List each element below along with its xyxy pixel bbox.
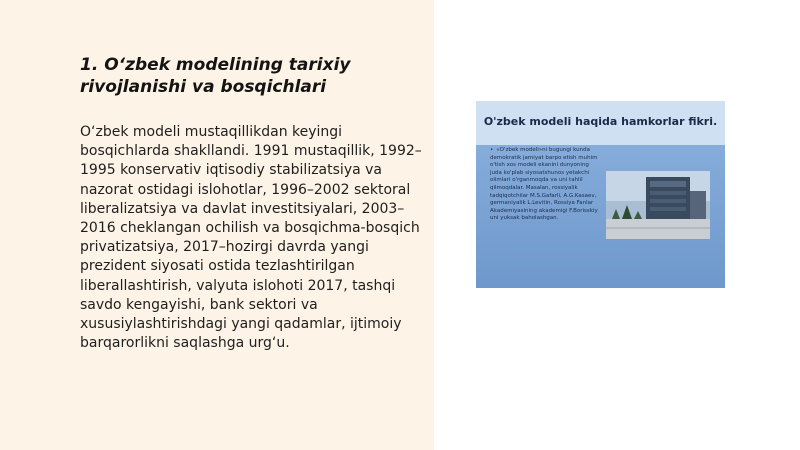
slide-title: 1. O‘zbek modelining tarixiy rivojlanishi va bosqichlari [80,55,351,97]
thumbnail-title: O'zbek modeli haqida hamkorlar fikri. [483,115,718,128]
building-photo [606,171,710,239]
thumbnail-bullet-text: «O'zbek modeli»ni bugungi kunda demokratik jamiyat barpo etish muhim o'tish xos modeli ekanini dunyoning juda ko'plab siyosatshunos yetakchi olimlari o'rganmoqda va uni tahlil qilmoqdalar. Masalan, rossiyalik tadqiqotchilar M.S.Gafarli, A.G.Kasaev, germaniyalik L.Levitin, Rossiya Fanlar Akademiyasining akademigi F.Borisskiy uni yuksak baholashgan. [490,147,598,222]
slide-body-text: O‘zbek modeli mustaqillikdan keyingi bosqichlarda shakllandi. 1991 mustaqillik, 1992–1995 konservativ iqtisodiy stabilizatsiya va nazorat ostidagi islohotlar, 1996–2002 sektoral liberalizatsiya va davlat investitsiyalari, 2003–2016 cheklangan ochilish va bosqichma-bosqich privatizatsiya, 2017–hozirgi davrda yangi prezident siyosati ostida tezlashtirilgan liberallashtirish, valyuta islohoti 2017, tashqi savdo kengayishi, bank sektori va xususiylashtirishdagi yangi qadamlar, ijtimoiy barqarorlikni saqlashga urg‘u. [80,124,422,352]
slide-thumbnail-image [476,101,725,288]
bullet-icon: • [490,147,494,153]
thumbnail-text-block [490,147,598,223]
